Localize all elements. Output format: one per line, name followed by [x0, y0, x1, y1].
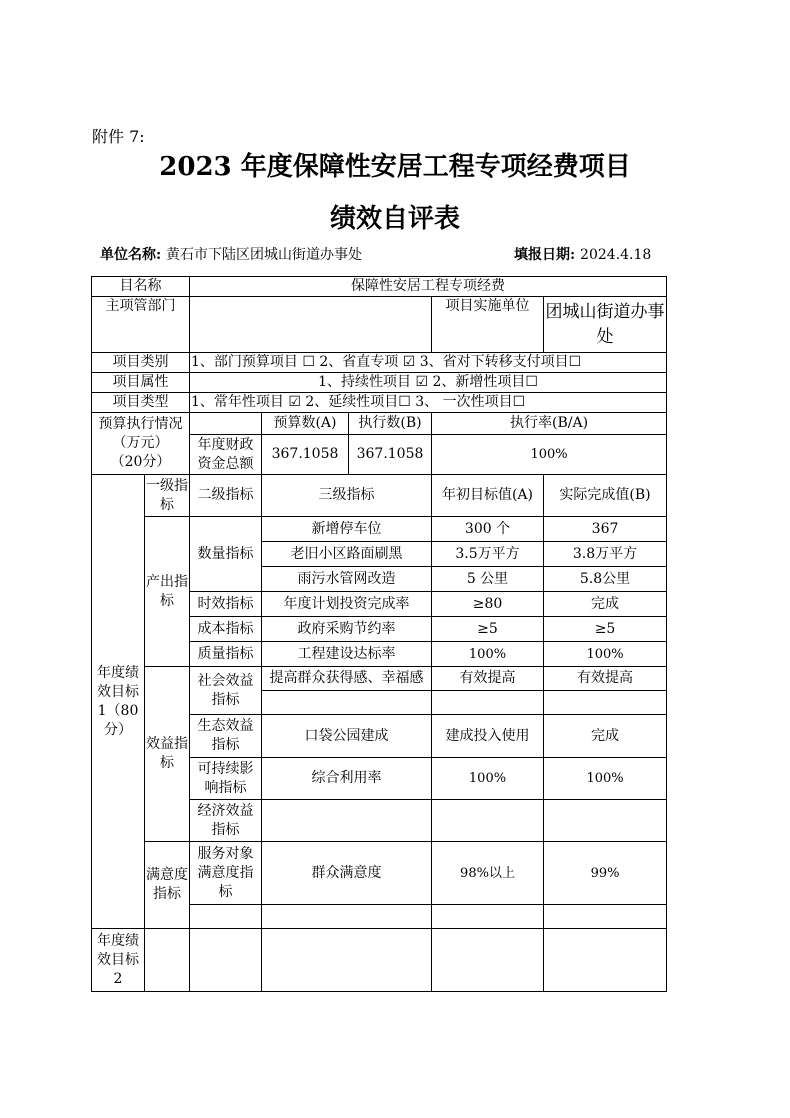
row-l3: 工程建设达标率 — [262, 642, 432, 667]
empty-cell — [262, 691, 432, 715]
col-rate: 执行率(B/A) — [432, 413, 667, 435]
empty-cell — [190, 929, 262, 992]
empty-cell — [432, 905, 544, 929]
row-l3: 老旧小区路面刷黑 — [262, 542, 432, 567]
row-l2: 时效指标 — [190, 592, 262, 617]
row-l2: 可持续影响指标 — [190, 758, 262, 800]
impl-label: 项目实施单位 — [432, 297, 544, 353]
row-actual: 99% — [544, 842, 667, 905]
row-target: 3.5万平方 — [432, 542, 544, 567]
attachment-label: 附件 7: — [92, 127, 145, 146]
quantity-label: 数量指标 — [190, 517, 262, 592]
empty-cell — [544, 691, 667, 715]
empty-cell — [544, 929, 667, 992]
dept-label: 主项管部门 — [92, 297, 190, 353]
page-subtitle: 绩效自评表 — [329, 204, 460, 234]
row-target: 100% — [432, 758, 544, 800]
empty-cell — [145, 929, 190, 992]
row-l3: 群众满意度 — [262, 842, 432, 905]
project-name-value: 保障性安居工程专项经费 — [190, 277, 667, 297]
row-actual: 完成 — [544, 592, 667, 617]
row-l3: 提高群众获得感、幸福感 — [262, 667, 432, 691]
unit-name — [100, 244, 362, 264]
head-level3: 三级指标 — [262, 475, 432, 517]
impl-value: 团城山街道办事处 — [544, 297, 667, 353]
attribute-value: 1、持续性项目 ☑ 2、新增性项目☐ — [190, 373, 667, 393]
row-l2: 生态效益指标 — [190, 715, 262, 758]
type-label: 项目类型 — [92, 393, 190, 413]
head-target: 年初目标值(A) — [432, 475, 544, 517]
empty-cell — [544, 905, 667, 929]
row-l3 — [262, 800, 432, 842]
row-actual: 367 — [544, 517, 667, 542]
row-actual: 100% — [544, 642, 667, 667]
row-actual: 完成 — [544, 715, 667, 758]
col-exec: 执行数(B) — [349, 413, 432, 435]
attribute-label: 项目属性 — [92, 373, 190, 393]
row-l3: 口袋公园建成 — [262, 715, 432, 758]
category-label: 项目类别 — [92, 353, 190, 373]
rate-value: 100% — [432, 435, 667, 475]
row-l2: 社会效益指标 — [190, 667, 262, 715]
row-l3: 年度计划投资完成率 — [262, 592, 432, 617]
goal1-label: 年度绩效目标1（80分） — [92, 475, 145, 929]
row-target — [432, 800, 544, 842]
row-actual: 100% — [544, 758, 667, 800]
fill-date — [514, 244, 651, 264]
evaluation-table — [91, 276, 667, 992]
head-actual: 实际完成值(B) — [544, 475, 667, 517]
row-actual: 有效提高 — [544, 667, 667, 691]
row-actual — [544, 800, 667, 842]
budget-label-line1: 预算执行情况 — [98, 416, 183, 432]
row-target: 建成投入使用 — [432, 715, 544, 758]
project-name-label: 目名称 — [92, 277, 190, 297]
empty-cell — [432, 929, 544, 992]
row-l2: 成本指标 — [190, 617, 262, 642]
row-l2: 服务对象满意度指标 — [190, 842, 262, 905]
row-l3: 政府采购节约率 — [262, 617, 432, 642]
empty-cell — [190, 905, 262, 929]
row-l3: 雨污水管网改造 — [262, 567, 432, 592]
unit-label: 单位名称: — [100, 247, 162, 263]
budget-label-line3: （20分） — [110, 454, 171, 470]
budget-label-line2: （万元） — [112, 435, 169, 451]
fund-total-label: 年度财政资金总额 — [190, 435, 262, 475]
row-l2: 质量指标 — [190, 642, 262, 667]
row-target: 300 个 — [432, 517, 544, 542]
row-target: 有效提高 — [432, 667, 544, 691]
type-value: 1、常年性项目 ☑ 2、延续性项目☐ 3、 一次性项目☐ — [190, 393, 667, 413]
row-target: 98%以上 — [432, 842, 544, 905]
empty-cell — [262, 905, 432, 929]
row-actual: ≥5 — [544, 617, 667, 642]
budget-label — [92, 413, 190, 475]
row-target: ≥80 — [432, 592, 544, 617]
empty-cell — [262, 929, 432, 992]
row-actual: 3.8万平方 — [544, 542, 667, 567]
page-title: 2023 年度保障性安居工程专项经费项目 — [159, 152, 631, 182]
satisfaction-label: 满意度指标 — [145, 842, 190, 929]
dept-value — [190, 297, 432, 353]
row-l3: 新增停车位 — [262, 517, 432, 542]
category-value: 1、部门预算项目 ☐ 2、省直专项 ☑ 3、省对下转移支付项目☐ — [190, 353, 667, 373]
col-budget: 预算数(A) — [262, 413, 349, 435]
row-target: ≥5 — [432, 617, 544, 642]
row-target: 5 公里 — [432, 567, 544, 592]
date-value: 2024.4.18 — [580, 247, 652, 263]
output-label: 产出指标 — [145, 517, 190, 667]
date-label: 填报日期: — [514, 247, 576, 263]
row-l3: 综合利用率 — [262, 758, 432, 800]
budget-value: 367.1058 — [262, 435, 349, 475]
benefit-label: 效益指标 — [145, 667, 190, 842]
unit-value: 黄石市下陆区团城山街道办事处 — [166, 247, 363, 263]
goal2-label: 年度绩效目标2 — [92, 929, 145, 992]
row-l2: 经济效益指标 — [190, 800, 262, 842]
budget-empty-head — [190, 413, 262, 435]
row-actual: 5.8公里 — [544, 567, 667, 592]
row-target: 100% — [432, 642, 544, 667]
empty-cell — [432, 691, 544, 715]
exec-value: 367.1058 — [349, 435, 432, 475]
head-level2: 二级指标 — [190, 475, 262, 517]
head-level1: 一级指标 — [145, 475, 190, 517]
